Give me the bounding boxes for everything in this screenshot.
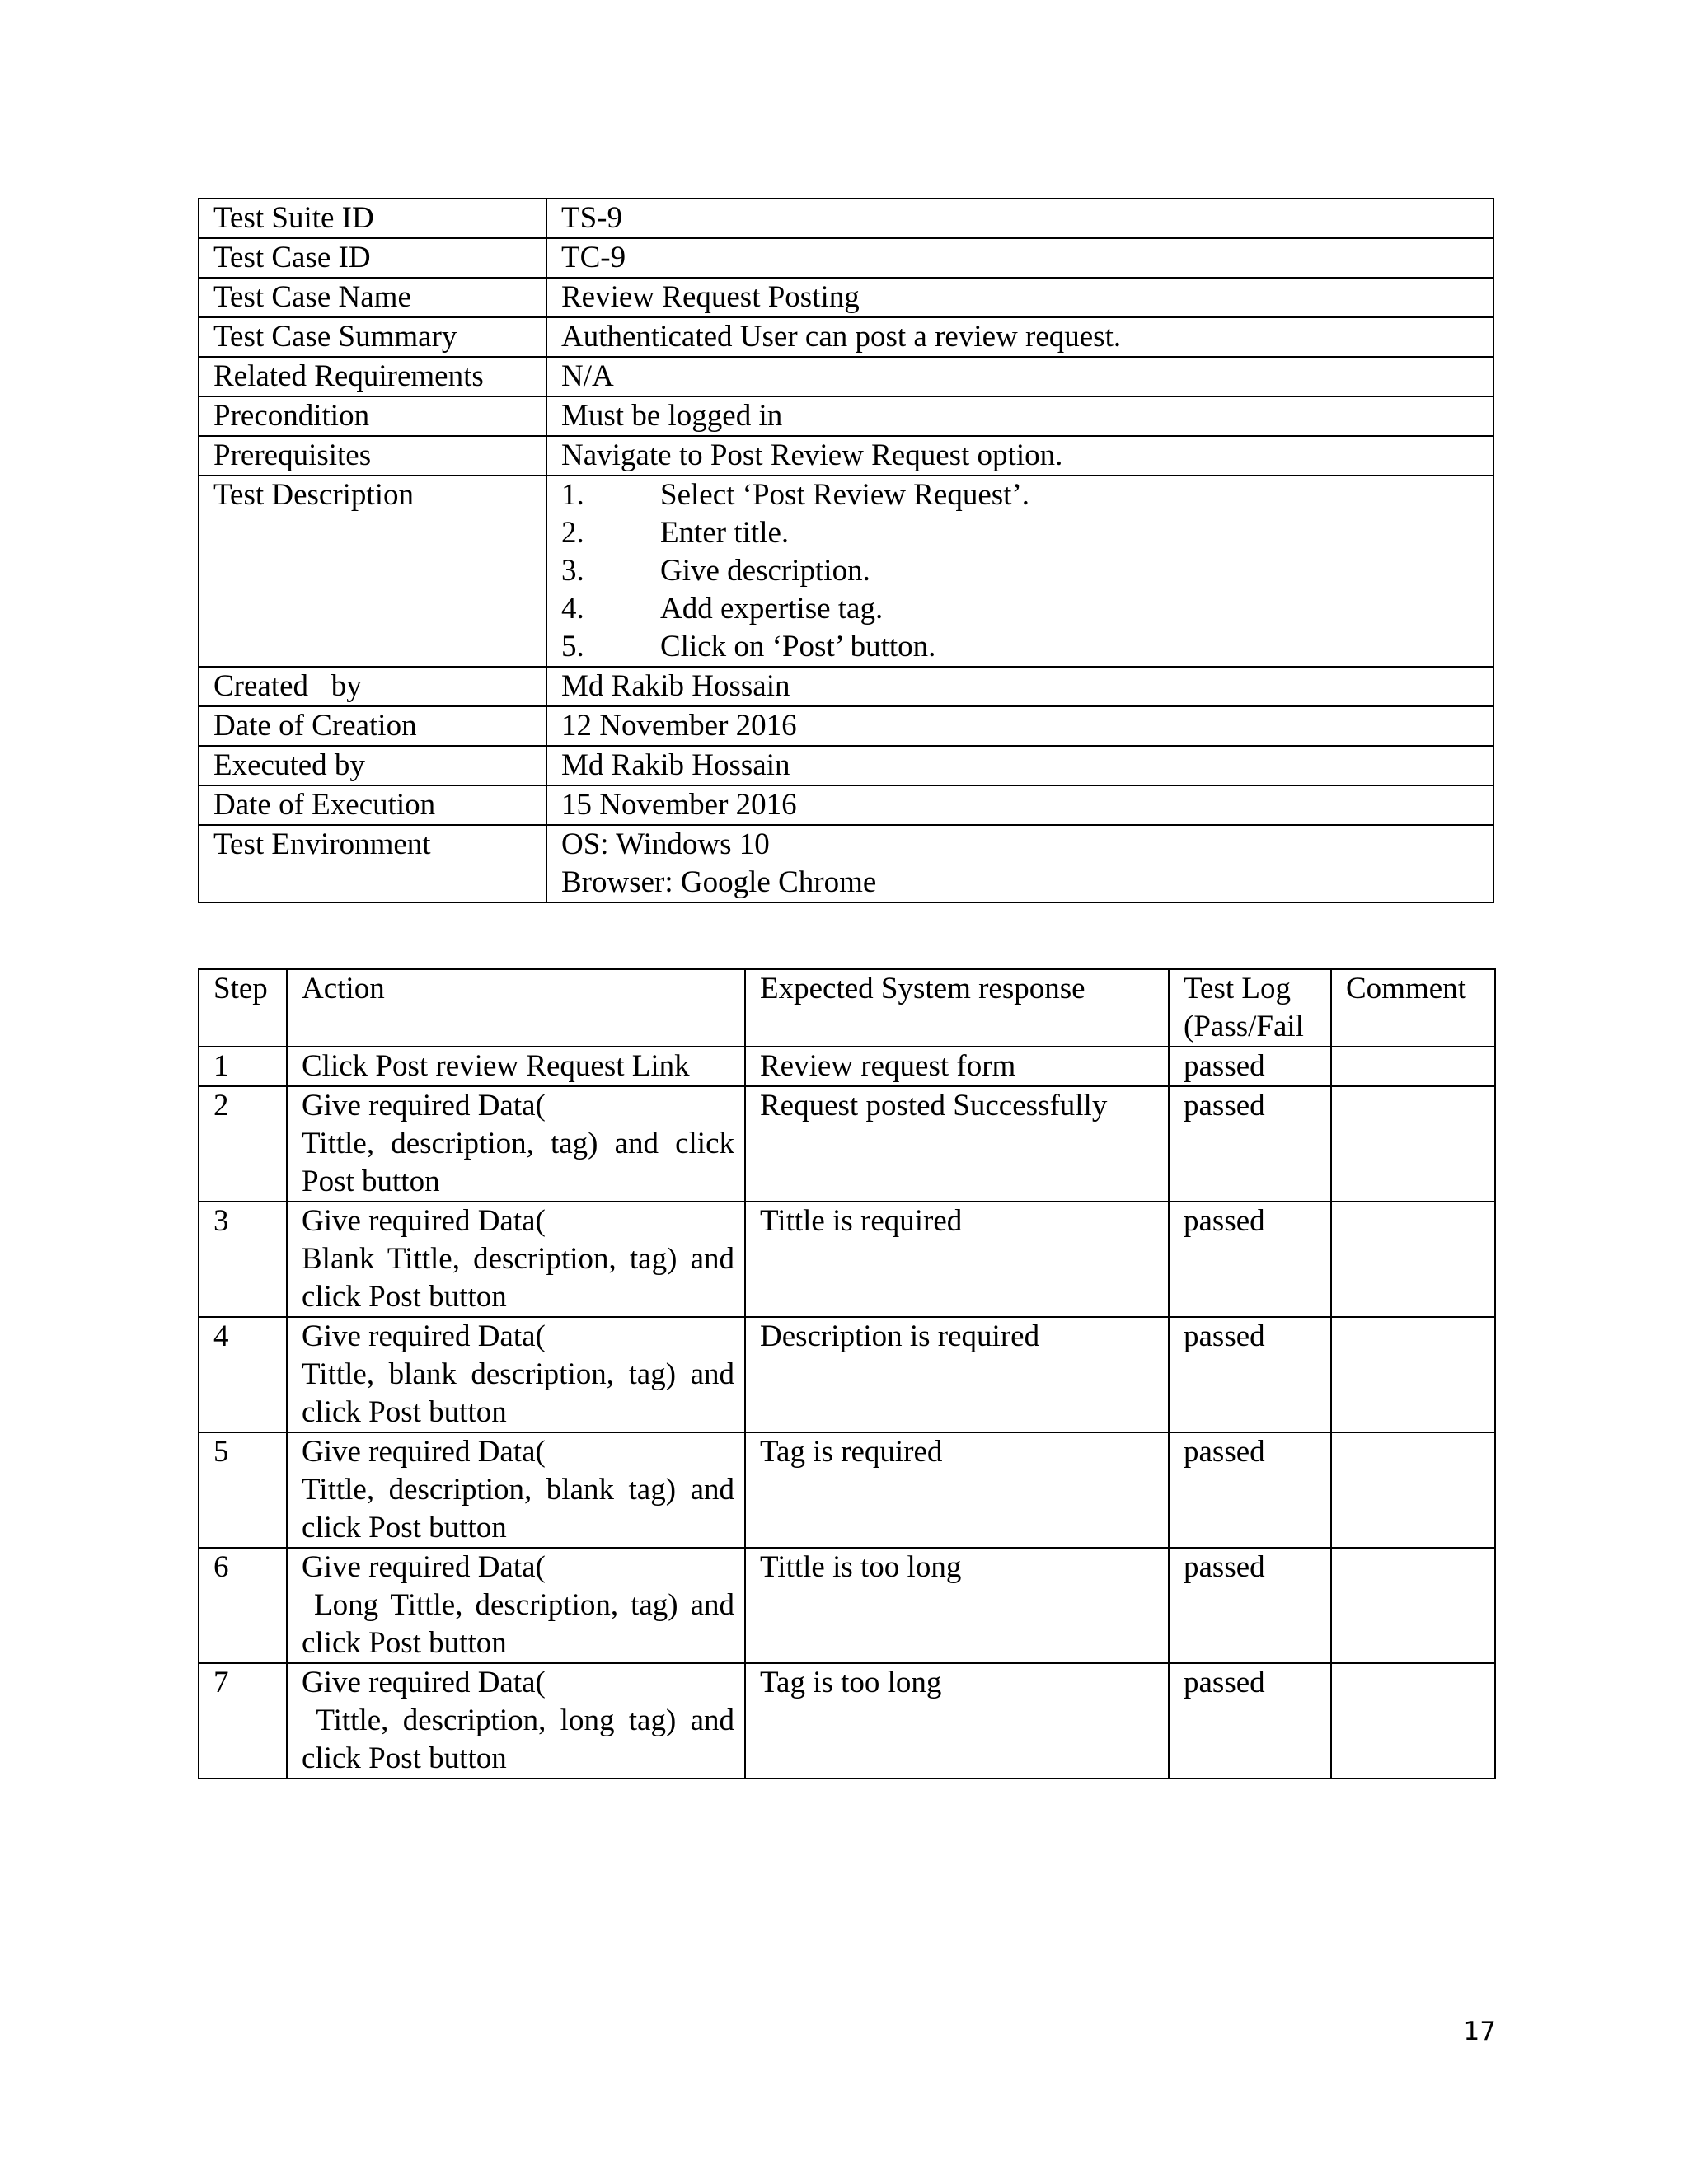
step-number: 7: [199, 1663, 287, 1779]
table-row: [199, 1548, 1495, 1663]
info-key: Test Description: [199, 476, 546, 667]
step-action: Give required Data( Tittle, description, tag) and click Post button: [287, 1086, 745, 1202]
description-step-number: 4.: [561, 592, 584, 626]
description-step: [561, 514, 1493, 552]
steps-header-row: [199, 969, 1495, 1047]
table-row: [199, 1086, 1495, 1202]
description-step-text: Enter title.: [660, 516, 790, 550]
info-value: Review Request Posting: [546, 278, 1493, 317]
info-row: [199, 667, 1493, 706]
info-value: Authenticated User can post a review request.: [546, 317, 1493, 357]
step-comment: [1331, 1432, 1495, 1548]
info-key: Prerequisites: [199, 436, 546, 476]
step-expected-response: Request posted Successfully: [745, 1086, 1169, 1202]
info-row: [199, 357, 1493, 396]
step-number: 2: [199, 1086, 287, 1202]
test-description-steps: [546, 476, 1493, 667]
description-step-text: Give description.: [660, 554, 870, 588]
table-row: [199, 1047, 1495, 1086]
info-value: Must be logged in: [546, 396, 1493, 436]
info-key: Test Suite ID: [199, 199, 546, 238]
header-expected-response: Expected System response: [745, 969, 1169, 1047]
info-value: 12 November 2016: [546, 706, 1493, 746]
step-expected-response: Description is required: [745, 1317, 1169, 1432]
info-key: Related Requirements: [199, 357, 546, 396]
description-step: [561, 590, 1493, 628]
info-row: [199, 476, 1493, 667]
test-steps-table: [198, 968, 1496, 1779]
step-test-log: passed: [1169, 1317, 1331, 1432]
step-action: Give required Data( Blank Tittle, description, tag) and click Post button: [287, 1202, 745, 1317]
step-number: 1: [199, 1047, 287, 1086]
step-expected-response: Tittle is required: [745, 1202, 1169, 1317]
step-action: Give required Data( Long Tittle, description, tag) and click Post button: [287, 1548, 745, 1663]
info-value: Md Rakib Hossain: [546, 667, 1493, 706]
info-value: Navigate to Post Review Request option.: [546, 436, 1493, 476]
step-expected-response: Tag is too long: [745, 1663, 1169, 1779]
info-value: TS-9: [546, 199, 1493, 238]
step-test-log: passed: [1169, 1432, 1331, 1548]
step-comment: [1331, 1086, 1495, 1202]
step-test-log: passed: [1169, 1086, 1331, 1202]
info-value: N/A: [546, 357, 1493, 396]
step-comment: [1331, 1202, 1495, 1317]
table-row: [199, 1317, 1495, 1432]
info-value: Md Rakib Hossain: [546, 746, 1493, 785]
info-row: [199, 825, 1493, 902]
header-comment: Comment: [1331, 969, 1495, 1047]
step-test-log: passed: [1169, 1202, 1331, 1317]
info-value: 15 November 2016: [546, 785, 1493, 825]
info-value: OS: Windows 10 Browser: Google Chrome: [546, 825, 1493, 902]
step-comment: [1331, 1317, 1495, 1432]
step-expected-response: Review request form: [745, 1047, 1169, 1086]
step-action: Click Post review Request Link: [287, 1047, 745, 1086]
info-row: [199, 238, 1493, 278]
info-row: [199, 785, 1493, 825]
info-key: Test Case Name: [199, 278, 546, 317]
step-expected-response: Tittle is too long: [745, 1548, 1169, 1663]
info-row: [199, 706, 1493, 746]
header-step: Step: [199, 969, 287, 1047]
info-key: Created by: [199, 667, 546, 706]
info-row: [199, 199, 1493, 238]
description-step-number: 3.: [561, 554, 584, 588]
page-number: 17: [1463, 2017, 1496, 2046]
step-comment: [1331, 1047, 1495, 1086]
description-step-text: Click on ‘Post’ button.: [660, 630, 936, 663]
step-number: 3: [199, 1202, 287, 1317]
info-row: [199, 436, 1493, 476]
info-row: [199, 746, 1493, 785]
step-expected-response: Tag is required: [745, 1432, 1169, 1548]
description-step-number: 2.: [561, 516, 584, 550]
description-step-number: 1.: [561, 478, 584, 512]
info-key: Precondition: [199, 396, 546, 436]
info-key: Test Case ID: [199, 238, 546, 278]
info-key: Test Case Summary: [199, 317, 546, 357]
step-test-log: passed: [1169, 1663, 1331, 1779]
info-key: Date of Creation: [199, 706, 546, 746]
info-row: [199, 396, 1493, 436]
info-row: [199, 317, 1493, 357]
step-comment: [1331, 1663, 1495, 1779]
description-step: [561, 476, 1493, 514]
test-case-info-table: [198, 198, 1494, 903]
info-value: TC-9: [546, 238, 1493, 278]
step-action: Give required Data( Tittle, blank description, tag) and click Post button: [287, 1317, 745, 1432]
header-action: Action: [287, 969, 745, 1047]
info-key: Executed by: [199, 746, 546, 785]
step-number: 5: [199, 1432, 287, 1548]
description-step: [561, 552, 1493, 590]
step-number: 6: [199, 1548, 287, 1663]
table-row: [199, 1202, 1495, 1317]
table-row: [199, 1432, 1495, 1548]
description-step-text: Add expertise tag.: [660, 592, 884, 626]
description-step-text: Select ‘Post Review Request’.: [660, 478, 1030, 512]
table-row: [199, 1663, 1495, 1779]
description-step: [561, 628, 1493, 666]
step-test-log: passed: [1169, 1047, 1331, 1086]
step-number: 4: [199, 1317, 287, 1432]
step-test-log: passed: [1169, 1548, 1331, 1663]
step-action: Give required Data( Tittle, description, long tag) and click Post button: [287, 1663, 745, 1779]
description-step-number: 5.: [561, 630, 584, 663]
step-action: Give required Data( Tittle, description, blank tag) and click Post button: [287, 1432, 745, 1548]
info-key: Date of Execution: [199, 785, 546, 825]
step-comment: [1331, 1548, 1495, 1663]
header-test-log: Test Log (Pass/Fail: [1169, 969, 1331, 1047]
info-key: Test Environment: [199, 825, 546, 902]
info-row: [199, 278, 1493, 317]
